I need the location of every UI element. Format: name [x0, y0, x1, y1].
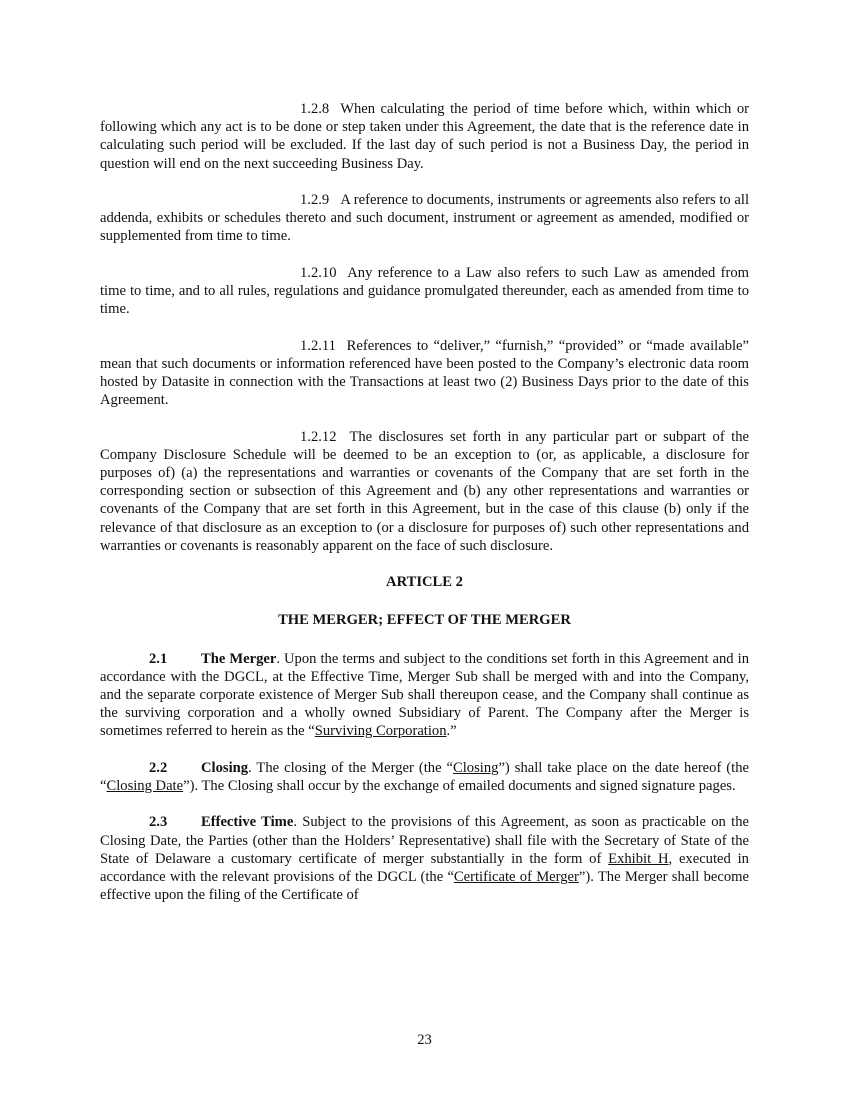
paragraph-number: 1.2.10: [300, 264, 337, 281]
paragraph-1-2-10: [100, 264, 749, 319]
article-title: THE MERGER; EFFECT OF THE MERGER: [278, 612, 571, 629]
defined-term: Certificate of Merger: [453, 869, 579, 886]
section-2-3: [100, 813, 749, 904]
paragraph-1-2-12: [100, 428, 749, 555]
document-page: [100, 100, 749, 923]
paragraph-number: 1.2.8: [300, 101, 330, 117]
section-number: 2.3: [149, 814, 168, 831]
section-text: .”: [446, 723, 457, 740]
section-title: The Merger: [201, 650, 277, 667]
section-text: , executed in accordance with the relevant provisions of the DGCL (the “: [100, 850, 749, 886]
page-number: 23: [417, 1032, 432, 1048]
defined-term: Closing Date: [106, 778, 184, 795]
paragraph-text: The disclosures set forth in any particular part or subpart of the Company Disclosure Schedule will be deemed to be an exception to (or, as applicable, a disclosure for purposes of) (a) the representations and warranties or covenants of the Company that are set forth in the corresponding section or subsection of this Agreement and (b) any other representations and warranties or covenants of the Company that are set forth in this Agreement, but in the case of this clause (b) only if the relevance of that disclosure as an exception to (or a disclosure for purposes of) such other representations and warranties or covenants is reasonably apparent on the face of such disclosure.: [100, 428, 749, 554]
section-text: ”) shall take place on the date hereof (the “: [100, 759, 749, 795]
section-number: 2.2: [149, 759, 168, 776]
defined-term: Surviving Corporation: [314, 723, 447, 740]
section-title: Closing: [201, 759, 249, 776]
paragraph-text: Any reference to a Law also refers to such Law as amended from time to time, and to all rules, regulations and guidance promulgated thereunder, each as amended from time to time.: [100, 264, 749, 318]
exhibit-reference: Exhibit H: [608, 850, 669, 867]
paragraph-number: 1.2.11: [300, 337, 336, 354]
paragraph-text: References to “deliver,” “furnish,” “provided” or “made available” mean that such documents or information referenced have been posted to the Company’s electronic data room hosted by Datasite in connection with the Transactions at least two (2) Business Days prior to the date of this Agreement.: [100, 337, 750, 409]
paragraph-text: A reference to documents, instruments or agreements also refers to all addenda, exhibits or schedules thereto and such document, instrument or agreement as amended, modified or supplemented from time to time.: [100, 192, 750, 245]
section-2-2: [100, 759, 749, 795]
section-text: ”). The Closing shall occur by the exchange of emailed documents and signed signature pages.: [183, 778, 736, 795]
paragraph-1-2-11: [100, 337, 749, 410]
paragraph-text: When calculating the period of time before which, within which or following which any act is to be done or step taken under this Agreement, the date that is the reference date in calculating such period will be excluded. If the last day of such period is not a Business Day, the period in question will end on the next succeeding Business Day.: [100, 101, 749, 172]
article-label: ARTICLE 2: [386, 574, 463, 591]
paragraph-1-2-9: [100, 191, 749, 246]
paragraph-number: 1.2.12: [300, 428, 337, 445]
section-title: Effective Time: [201, 814, 294, 831]
paragraph-number: 1.2.9: [300, 192, 330, 208]
section-text: . The closing of the Merger (the “: [248, 759, 454, 776]
section-2-1: [100, 650, 749, 741]
defined-term: Closing: [453, 759, 499, 776]
section-number: 2.1: [149, 650, 168, 667]
section-text: . Subject to the provisions of this Agreement, as soon as practicable on the Closing Date, the Parties (other than the Holders’ Representative) shall file with the Secretary of State of the State of Delaware a customary certificate of merger substantially in the form of: [100, 814, 749, 867]
paragraph-1-2-8: [100, 100, 749, 173]
section-text: . Upon the terms and subject to the conditions set forth in this Agreement and in accordance with the DGCL, at the Effective Time, Merger Sub shall be merged with and into the Company, and the separate corporate existence of Merger Sub shall thereupon cease, and the Company shall continue as the surviving corporation and a wholly owned Subsidiary of Parent. The Company after the Merger is sometimes referred to herein as the “: [100, 650, 749, 740]
section-text: ”). The Merger shall become effective upon the filing of the Certificate of: [100, 869, 749, 904]
